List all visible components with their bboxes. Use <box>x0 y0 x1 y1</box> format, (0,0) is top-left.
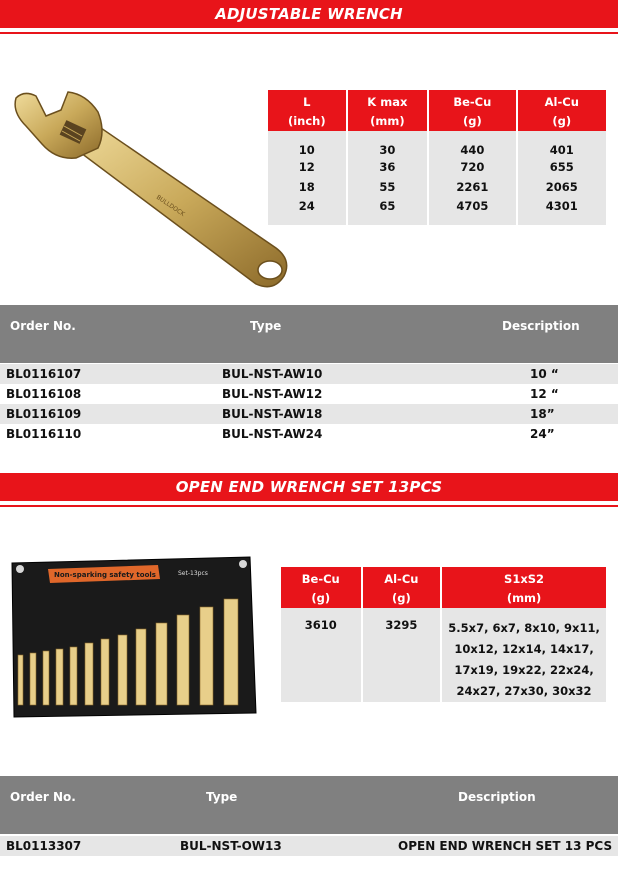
order-type: BUL-NST-AW12 <box>222 387 323 401</box>
order-no: BL0116110 <box>6 427 82 441</box>
order-type: BUL-NST-AW10 <box>222 367 323 381</box>
spec-header-row <box>268 90 606 131</box>
spec-header-l: L (inch) <box>268 90 346 131</box>
table-row <box>0 836 618 856</box>
spec-row <box>268 157 606 177</box>
order-table-header <box>0 776 618 834</box>
order-table-header <box>0 305 618 363</box>
table-row <box>0 404 618 424</box>
spec-cell: 4301 <box>518 197 606 225</box>
divider <box>0 505 618 507</box>
size-line: 5.5x7, 6x7, 8x10, 9x11, <box>448 621 600 635</box>
size-line: 10x12, 12x14, 14x17, <box>454 642 594 656</box>
spec-cell: 55 <box>348 177 428 197</box>
order-header-type: Type <box>250 319 282 333</box>
spec-row <box>281 608 606 702</box>
spec-cell: 10 <box>268 131 346 157</box>
divider <box>0 32 618 34</box>
order-type: BUL-NST-OW13 <box>180 839 282 853</box>
wrench-set-image <box>10 555 258 720</box>
adjustable-wrench-spec-table <box>266 90 608 225</box>
wrench-set-count: Set-13pcs <box>178 570 208 577</box>
table-row <box>0 364 618 384</box>
order-desc: OPEN END WRENCH SET 13 PCS <box>398 839 613 853</box>
wrench-brand-text: BULLDOCK <box>154 193 186 218</box>
order-header-type: Type <box>206 790 238 804</box>
order-type: BUL-NST-AW24 <box>222 427 323 441</box>
order-no: BL0116108 <box>6 387 82 401</box>
order-desc: 10 “ <box>530 367 559 381</box>
spec-cell: 2261 <box>429 177 515 197</box>
spec-header-becu: Be-Cu (g) <box>281 567 361 608</box>
spec-cell: 36 <box>348 157 428 177</box>
spec-cell: 30 <box>348 131 428 157</box>
section-title-adjustable-wrench: ADJUSTABLE WRENCH <box>0 0 618 28</box>
spec-header-becu: Be-Cu (g) <box>429 90 515 131</box>
spec-cell: 720 <box>429 157 515 177</box>
spec-cell: 4705 <box>429 197 515 225</box>
order-desc: 24” <box>530 427 555 441</box>
spec-row <box>268 131 606 157</box>
order-header-order: Order No. <box>10 319 76 333</box>
spec-header-alcu: Al-Cu (g) <box>363 567 441 608</box>
order-type: BUL-NST-AW18 <box>222 407 323 421</box>
order-header-desc: Description <box>458 790 536 804</box>
order-header-order: Order No. <box>10 790 76 804</box>
spec-cell: 24 <box>268 197 346 225</box>
section-title-open-end-wrench-set: OPEN END WRENCH SET 13PCS <box>0 473 618 501</box>
spec-cell-sizes <box>442 608 606 702</box>
spec-cell: 2065 <box>518 177 606 197</box>
spec-header-kmax: K max (mm) <box>348 90 428 131</box>
order-header-desc: Description <box>502 319 580 333</box>
spec-cell: 440 <box>429 131 515 157</box>
table-row <box>0 424 618 444</box>
size-line: 24x27, 27x30, 30x32 <box>456 684 592 698</box>
spec-cell-becu: 3610 <box>281 608 361 702</box>
wrench-set-label: Non-sparking safety tools <box>54 571 156 579</box>
table-row <box>0 384 618 404</box>
spec-header-alcu: Al-Cu (g) <box>518 90 606 131</box>
order-no: BL0116109 <box>6 407 82 421</box>
spec-row <box>268 177 606 197</box>
size-line: 17x19, 19x22, 22x24, <box>454 663 594 677</box>
wrench-set-spec-table <box>279 567 608 702</box>
order-no: BL0116107 <box>6 367 82 381</box>
spec-cell: 18 <box>268 177 346 197</box>
order-desc: 12 “ <box>530 387 559 401</box>
spec-header-row <box>281 567 606 608</box>
spec-cell-alcu: 3295 <box>363 608 441 702</box>
spec-cell: 12 <box>268 157 346 177</box>
adjustable-wrench-image <box>6 88 296 298</box>
spec-cell: 65 <box>348 197 428 225</box>
spec-header-sizes: S1xS2 (mm) <box>442 567 606 608</box>
spec-cell: 401 <box>518 131 606 157</box>
spec-cell: 655 <box>518 157 606 177</box>
order-no: BL0113307 <box>6 839 82 853</box>
order-desc: 18” <box>530 407 555 421</box>
spec-row <box>268 197 606 225</box>
